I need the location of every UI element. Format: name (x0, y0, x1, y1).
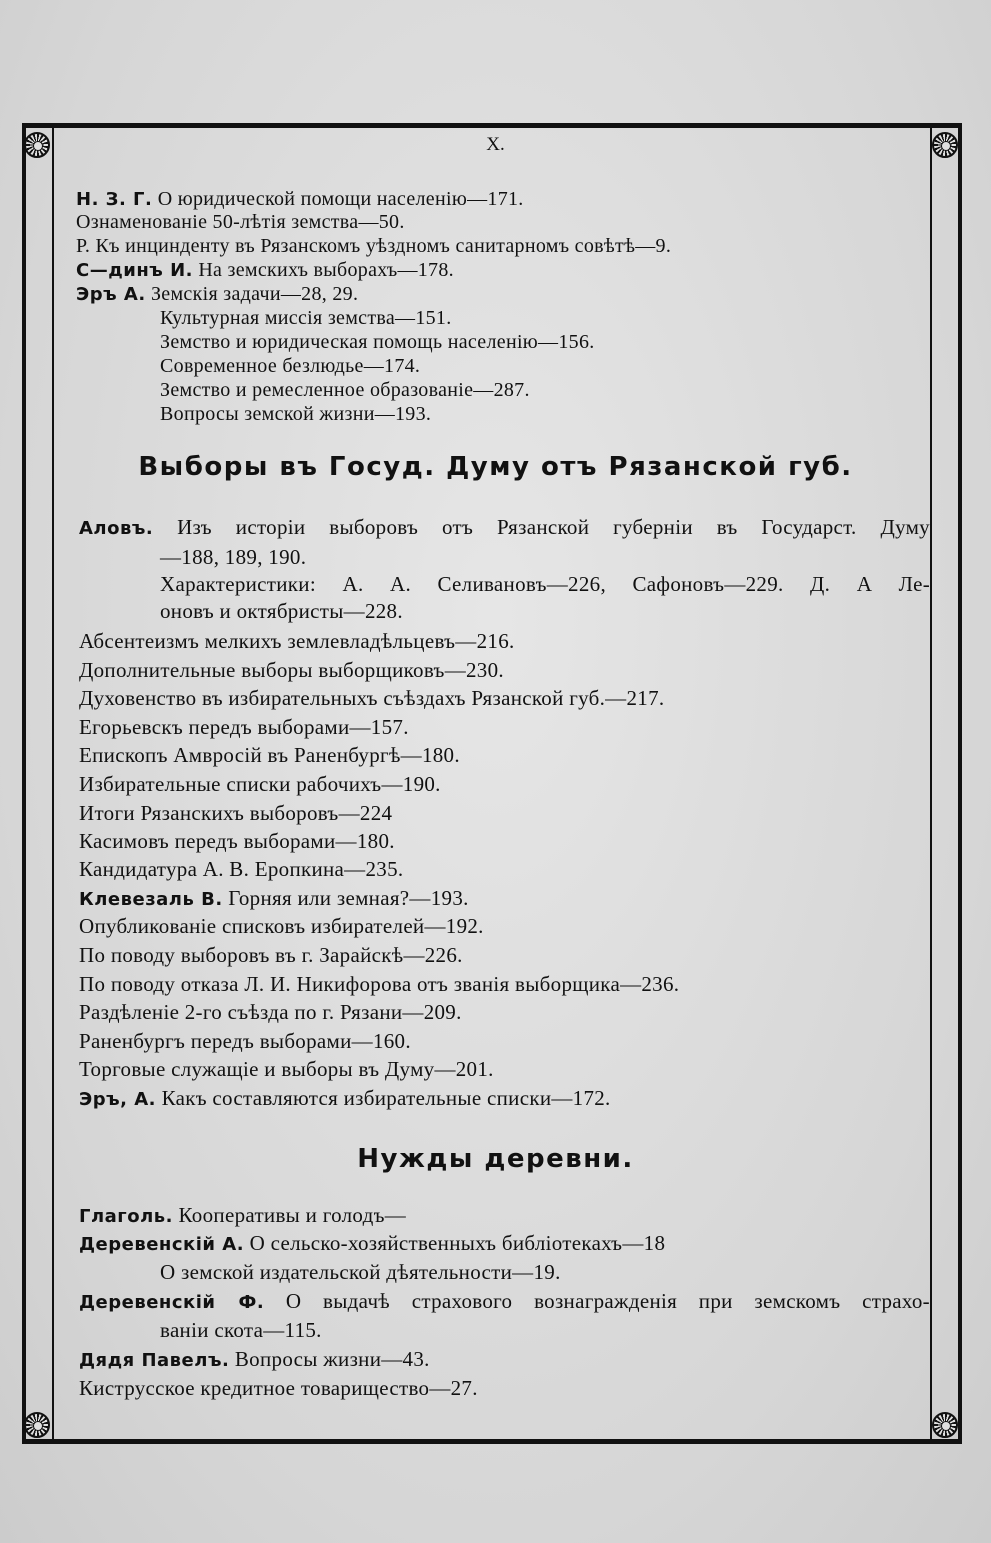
index-entry (160, 378, 530, 402)
index-entry (160, 306, 452, 330)
entry-text: Дополнительные выборы выборщиковъ—230. (79, 658, 504, 682)
index-entry (160, 354, 420, 378)
page-number: X. (486, 134, 505, 155)
entry-author: С—динъ И. (76, 260, 193, 281)
entry-text: Опубликованіе списковъ избирателей—192. (79, 914, 484, 938)
index-entry (79, 742, 460, 769)
index-entry (79, 942, 463, 969)
entry-text: Горняя или земная?—193. (228, 886, 469, 910)
index-entry (160, 330, 595, 354)
index-entry (79, 1288, 930, 1316)
index-entry (79, 1085, 611, 1113)
entry-author: Аловъ. (79, 518, 154, 539)
entry-text: Ознаменованіе 50-лѣтія земства—50. (76, 211, 405, 233)
entry-text: Торговые служащіе и выборы въ Думу—201. (79, 1057, 494, 1081)
index-entry (79, 657, 504, 684)
index-entry (79, 999, 462, 1026)
entry-text: Итоги Рязанскихъ выборовъ—224 (79, 801, 393, 825)
entry-text: Какъ составляются избирательные списки—172. (161, 1086, 611, 1110)
index-entry (79, 771, 441, 798)
index-entry (79, 856, 403, 883)
index-entry (160, 544, 306, 571)
frame-top-rule (22, 123, 962, 128)
frame-inner-right-rule (930, 128, 932, 1439)
index-entry (79, 828, 395, 855)
index-entry (76, 282, 358, 307)
entry-text: Раздѣленіе 2-го съѣзда по г. Рязани—209. (79, 1000, 462, 1024)
index-entry (79, 971, 679, 998)
section-heading: Нужды деревни. (357, 1144, 634, 1174)
entry-author: Деревенскій Ф. (79, 1292, 265, 1313)
entry-text: Р. Къ инцинденту въ Рязанскомъ уѣздномъ санитарномъ совѣтѣ—9. (76, 235, 672, 257)
index-entry (76, 234, 671, 258)
index-entry (79, 913, 484, 940)
entry-text: Кооперативы и голодъ— (178, 1203, 407, 1227)
entry-author: Клевезаль В. (79, 889, 223, 910)
entry-text: Духовенство въ избирательныхъ съѣздахъ Рязанской губ.—217. (79, 686, 665, 710)
entry-text: Земство и юридическая помощь населенію—156. (160, 331, 595, 353)
index-entry (160, 1317, 322, 1344)
entry-text: На земскихъ выборахъ—178. (198, 259, 454, 281)
entry-text: Характеристики: А. А. Селивановъ—226, Сафоновъ—229. Д. А Ле- (160, 572, 930, 596)
index-entry (79, 1346, 430, 1374)
entry-text: По поводу отказа Л. И. Никифорова отъ званія выборщика—236. (79, 972, 680, 996)
corner-ornament-bottom-left (24, 1412, 50, 1438)
index-entry (76, 210, 405, 234)
entry-text: Современное безлюдье—174. (160, 355, 421, 377)
entry-author: Глаголь. (79, 1206, 173, 1227)
index-entry (79, 1028, 411, 1055)
entry-text: Киструсское кредитное товарищество—27. (79, 1376, 478, 1400)
entry-text: Касимовъ передъ выборами—180. (79, 829, 395, 853)
index-entry (79, 685, 664, 712)
index-entry (79, 628, 515, 655)
entry-text: Земство и ремесленное образованіе—287. (160, 379, 530, 401)
entry-author: Дядя Павелъ. (79, 1350, 230, 1371)
section-heading: Выборы въ Госуд. Думу отъ Рязанской губ. (138, 452, 853, 482)
entry-text: Изъ исторіи выборовъ отъ Рязанской губерніи въ Государст. Думу (177, 515, 930, 539)
entry-text: Раненбургъ передъ выборами—160. (79, 1029, 411, 1053)
entry-author: Эръ А. (76, 284, 146, 305)
index-entry (79, 514, 930, 542)
entry-text: Избирательные списки рабочихъ—190. (79, 772, 441, 796)
frame-left-rule (22, 123, 26, 1444)
entry-text: Егорьевскъ передъ выборами—157. (79, 715, 409, 739)
index-entry (79, 1375, 478, 1402)
index-entry (76, 258, 454, 283)
index-entry (79, 714, 409, 741)
index-entry (160, 402, 431, 426)
index-entry (79, 800, 392, 827)
corner-ornament-bottom-right (932, 1412, 958, 1438)
index-entry (79, 1230, 665, 1258)
frame-right-rule (958, 123, 962, 1444)
entry-text: О сельско-хозяйственныхъ библіотекахъ—18 (249, 1231, 666, 1255)
entry-author: Деревенскій А. (79, 1234, 245, 1255)
index-entry (79, 885, 469, 913)
index-entry (79, 1056, 494, 1083)
index-entry (160, 571, 930, 598)
entry-text: Земскія задачи—28, 29. (150, 283, 359, 305)
frame-bottom-rule (22, 1439, 962, 1444)
entry-text: Кандидатура А. В. Еропкина—235. (79, 857, 404, 881)
entry-text: Абсентеизмъ мелкихъ землевладѣльцевъ—216. (79, 629, 515, 653)
index-entry (160, 598, 403, 625)
entry-text: Вопросы земской жизни—193. (160, 403, 432, 425)
entry-text: О земской издательской дѣятельности—19. (160, 1260, 561, 1284)
frame-inner-left-rule (52, 128, 54, 1439)
entry-text: По поводу выборовъ въ г. Зарайскѣ—226. (79, 943, 463, 967)
entry-text: ваніи скота—115. (160, 1318, 322, 1342)
index-entry (76, 187, 524, 212)
entry-author: Эръ, А. (79, 1089, 156, 1110)
index-entry (160, 1259, 561, 1286)
entry-text: О юридической помощи населенію—171. (157, 188, 524, 210)
entry-text: Вопросы жизни—43. (234, 1347, 430, 1371)
entry-text: О выдачѣ страхового вознагражденія при земскомъ страхо- (285, 1289, 930, 1313)
entry-text: оновъ и октябристы—228. (160, 599, 403, 623)
entry-text: —188, 189, 190. (160, 545, 307, 569)
index-entry (79, 1202, 406, 1230)
entry-author: Н. З. Г. (76, 189, 153, 210)
entry-text: Епископъ Амвросій въ Раненбургѣ—180. (79, 743, 460, 767)
entry-text: Культурная миссія земства—151. (160, 307, 452, 329)
